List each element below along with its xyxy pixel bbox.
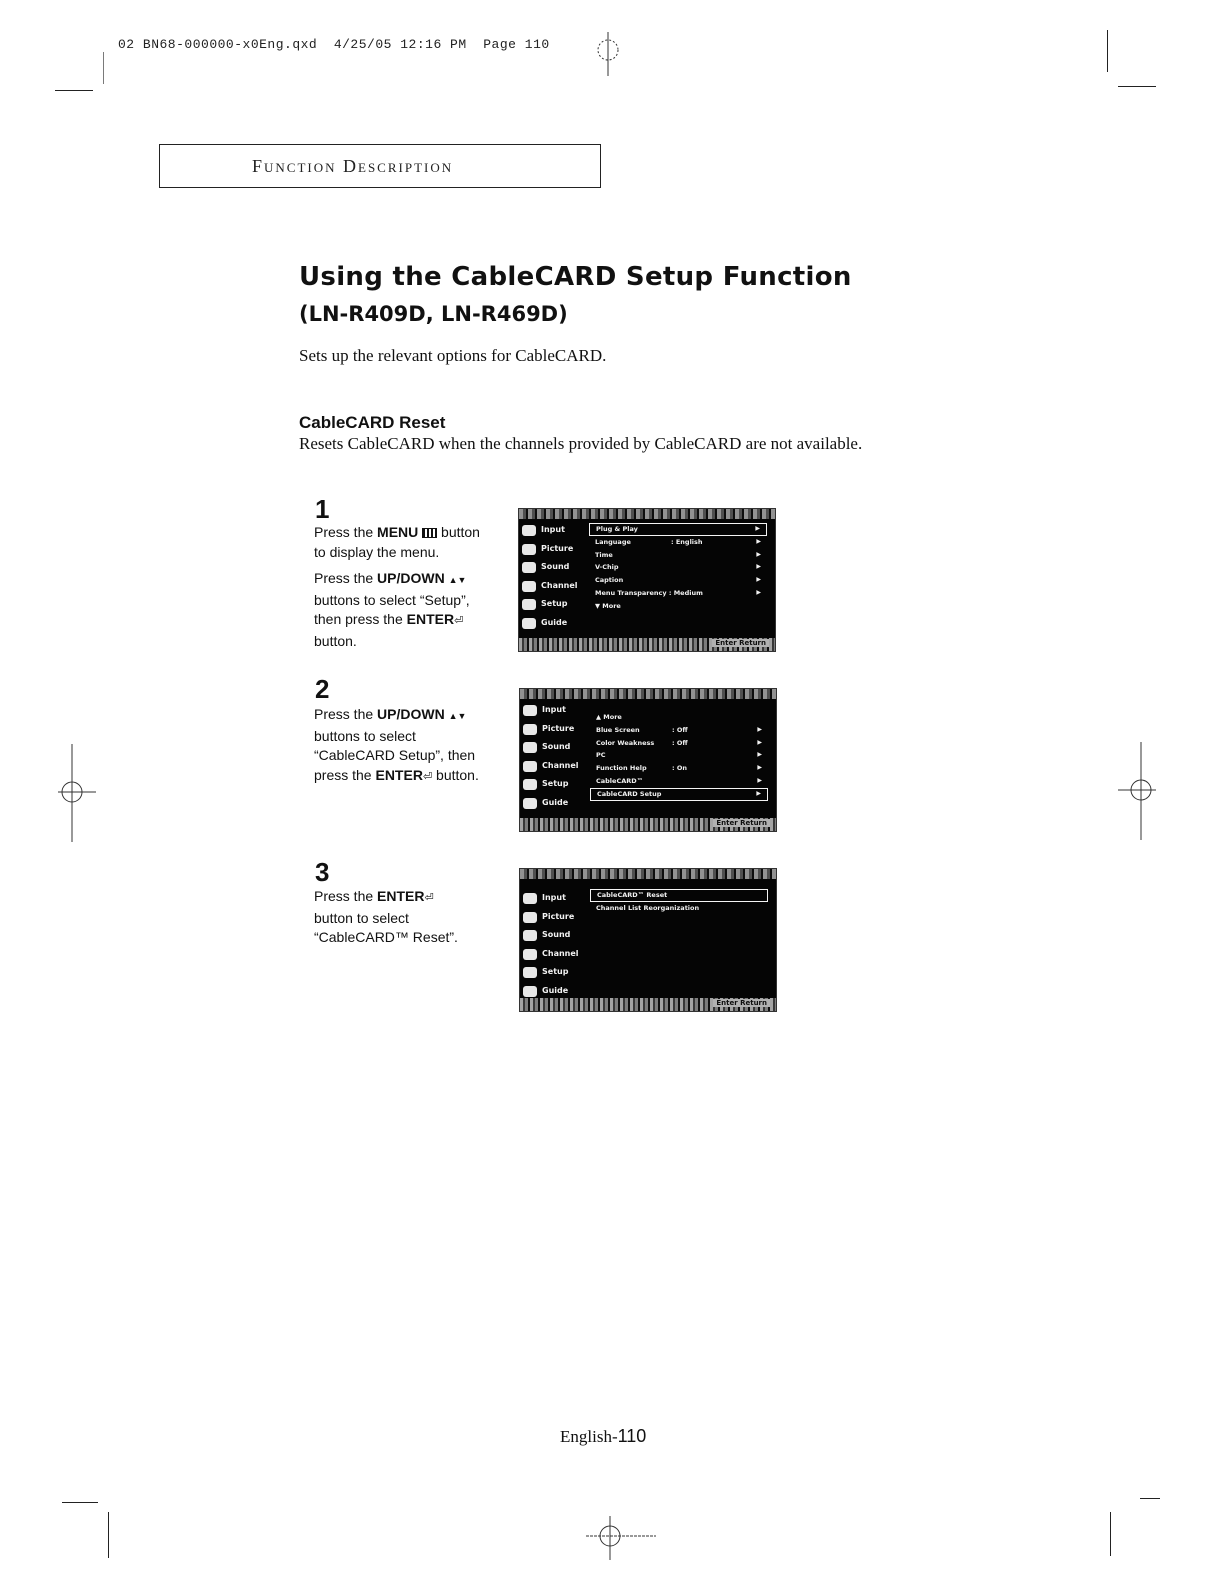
picture-icon [523, 912, 537, 923]
crop-mark [108, 1512, 109, 1558]
step-number: 1 [315, 494, 330, 524]
sidebar-item: Sound [520, 738, 582, 757]
up-down-arrow-icon: ▲▼ [448, 575, 467, 585]
sidebar-item: Input [519, 521, 581, 540]
tv-menu-screenshot [519, 688, 777, 832]
sidebar-item: Channel [520, 757, 582, 776]
step-instructions: Press the UP/DOWN ▲▼ buttons to select “CableCARD Setup”, then press the ENTER⏎ button. [314, 706, 479, 783]
screen-menu-list [590, 711, 768, 801]
arrow-right-icon: ▶ [756, 550, 761, 558]
input-icon [523, 705, 537, 716]
screen-title-bar [520, 689, 776, 699]
screen-help-bar: Enter Return [520, 818, 776, 831]
screen-title-bar [520, 869, 776, 879]
arrow-right-icon: ▶ [755, 525, 760, 532]
input-icon [523, 893, 537, 904]
crop-mark [62, 1502, 98, 1503]
picture-icon [522, 544, 536, 555]
menu-row: ▲ More [596, 713, 622, 721]
sidebar-item: Guide [520, 982, 582, 1001]
arrow-right-icon: ▶ [757, 738, 762, 746]
tv-menu-screenshot [518, 508, 776, 652]
menu-row: Language : English ▶ [589, 536, 767, 549]
page-title: Using the CableCARD Setup Function [299, 262, 852, 292]
menu-row: Channel List Reorganization [596, 903, 700, 912]
sidebar-item: Picture [520, 720, 582, 739]
arrow-right-icon: ▶ [757, 751, 762, 759]
sidebar-item: Picture [519, 540, 581, 559]
picture-icon [523, 724, 537, 735]
crop-mark [55, 90, 93, 91]
arrow-right-icon: ▶ [756, 576, 761, 584]
guide-icon [522, 618, 536, 629]
up-down-arrow-icon: ▲▼ [448, 711, 467, 721]
arrow-right-icon: ▶ [757, 725, 762, 733]
menu-row: Menu Transparency : Medium ▶ [589, 587, 767, 600]
sound-icon [523, 930, 537, 941]
enter-button-icon: ⏎ [454, 615, 464, 627]
sidebar-item: Sound [520, 926, 582, 945]
section-heading: CableCARD Reset [299, 413, 446, 432]
sidebar-item: Setup [520, 963, 582, 982]
menu-row: Time ▶ [589, 549, 767, 562]
screen-menu-list [590, 889, 768, 915]
screen-help-bar: Enter Return [519, 638, 775, 651]
sound-icon [523, 742, 537, 753]
setup-icon [522, 599, 536, 610]
section-label: Function Description [252, 156, 454, 176]
crop-mark [1110, 1512, 1111, 1556]
screen-sidebar [520, 889, 582, 1000]
screen-menu-list [589, 523, 767, 613]
sidebar-item: Channel [520, 945, 582, 964]
crop-mark [1107, 30, 1108, 72]
menu-row: Function Help : On ▶ [590, 762, 768, 775]
menu-row: Blue Screen : Off ▶ [590, 724, 768, 737]
crop-mark [103, 52, 104, 84]
channel-icon [522, 581, 536, 592]
section-label-box [159, 144, 601, 188]
channel-icon [523, 761, 537, 772]
intro-text: Sets up the relevant options for CableCARD. [299, 346, 607, 365]
menu-row: V-Chip ▶ [589, 561, 767, 574]
sidebar-item: Guide [519, 614, 581, 633]
sidebar-item: Guide [520, 794, 582, 813]
menu-row: Plug & Play ▶ [589, 523, 767, 536]
arrow-right-icon: ▶ [757, 776, 762, 784]
menu-button-icon [422, 528, 437, 538]
sidebar-item: Picture [520, 908, 582, 927]
setup-icon [523, 779, 537, 790]
channel-icon [523, 949, 537, 960]
setup-icon [523, 967, 537, 978]
step-instructions: Press the ENTER⏎ button to select “CableCARD™ Reset”. [314, 888, 458, 945]
menu-row: CableCARD Setup ▶ [590, 788, 768, 801]
footer-language: English- [560, 1427, 618, 1446]
crop-mark [1118, 86, 1156, 87]
menu-row: PC ▶ [590, 749, 768, 762]
arrow-right-icon: ▶ [756, 588, 761, 596]
screen-sidebar [519, 521, 581, 632]
print-slug: 02 BN68-000000-x0Eng.qxd 4/25/05 12:16 PM Page 110 [118, 37, 550, 52]
crop-mark [1140, 1498, 1160, 1499]
arrow-right-icon: ▶ [757, 764, 762, 772]
sidebar-item: Channel [519, 577, 581, 596]
menu-row: ▼ More [595, 601, 621, 610]
guide-icon [523, 986, 537, 997]
arrow-right-icon: ▶ [756, 537, 761, 545]
step-instructions: Press the MENU button to display the menu. Press the UP/DOWN ▲▼ buttons to select “Setup”, then press the ENTER⏎ button. [314, 524, 480, 649]
sidebar-item: Input [520, 889, 582, 908]
registration-mark-icon [588, 28, 628, 78]
screen-sidebar [520, 701, 582, 812]
menu-row: Color Weakness : Off ▶ [590, 737, 768, 750]
sidebar-item: Sound [519, 558, 581, 577]
tv-menu-screenshot [519, 868, 777, 1012]
screen-title-bar [519, 509, 775, 519]
guide-icon [523, 798, 537, 809]
arrow-right-icon: ▶ [756, 563, 761, 571]
menu-row: Caption ▶ [589, 574, 767, 587]
page-footer [560, 1426, 646, 1447]
menu-row: CableCARD™ Reset [590, 889, 768, 902]
enter-button-icon: ⏎ [424, 892, 434, 904]
registration-mark-icon [1116, 742, 1158, 842]
arrow-right-icon: ▶ [756, 789, 761, 797]
step-number: 3 [315, 857, 330, 887]
section-description: Resets CableCARD when the channels provided by CableCARD are not available. [299, 434, 863, 453]
registration-mark-icon [56, 744, 98, 844]
sidebar-item: Setup [519, 595, 581, 614]
screen-help-bar: Enter Return [520, 998, 776, 1011]
page-number: 110 [617, 1426, 647, 1446]
sidebar-item: Setup [520, 775, 582, 794]
step-number: 2 [315, 674, 330, 704]
model-subtitle: (LN-R409D, LN-R469D) [299, 302, 568, 326]
registration-mark-icon [584, 1512, 660, 1562]
input-icon [522, 525, 536, 536]
sidebar-item: Input [520, 701, 582, 720]
enter-button-icon: ⏎ [422, 770, 433, 783]
sound-icon [522, 562, 536, 573]
menu-row: CableCARD™ ▶ [590, 775, 768, 788]
